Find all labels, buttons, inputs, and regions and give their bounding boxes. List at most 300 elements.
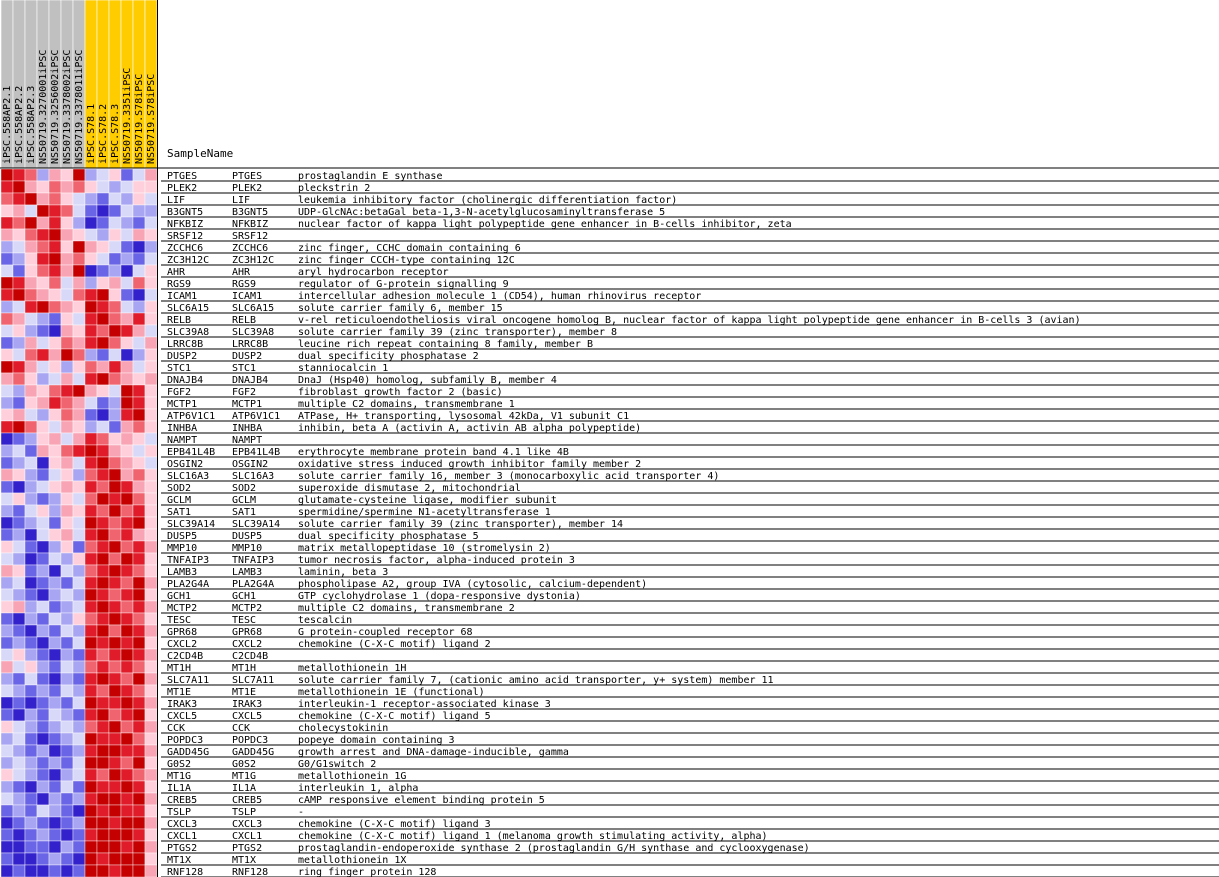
gene-description-label: prostaglandin E synthase [298, 171, 443, 182]
heatmap-cell [133, 721, 145, 733]
heatmap-cell [61, 541, 73, 553]
heatmap-cell [25, 181, 37, 193]
heatmap-cell [1, 529, 13, 541]
heatmap-cell [133, 745, 145, 757]
heatmap-cell [109, 493, 121, 505]
heatmap-cell [25, 865, 37, 877]
heatmap-cell [97, 529, 109, 541]
gene-description-label: tescalcin [298, 615, 353, 626]
heatmap-cell [121, 685, 133, 697]
heatmap-cell [61, 385, 73, 397]
heatmap-cell [85, 229, 97, 241]
gene-symbol-label: PLEK2 [232, 183, 263, 194]
heatmap-cell [145, 265, 157, 277]
heatmap-cell [85, 457, 97, 469]
heatmap-cell [121, 301, 133, 313]
gene-id-label: LRRC8B [167, 339, 204, 350]
gene-id-label: DUSP5 [167, 531, 198, 542]
heatmap-cell [1, 757, 13, 769]
gene-symbol-label: GCH1 [232, 591, 257, 602]
gene-id-label: OSGIN2 [167, 459, 204, 470]
heatmap-cell [97, 517, 109, 529]
heatmap-cell [121, 865, 133, 877]
gene-id-label: TESC [167, 615, 192, 626]
gene-id-label: GCLM [167, 495, 192, 506]
heatmap-cell [37, 793, 49, 805]
heatmap-cell [145, 505, 157, 517]
heatmap-cell [109, 529, 121, 541]
heatmap-cell [109, 853, 121, 865]
heatmap-cell [145, 325, 157, 337]
heatmap-cell [1, 217, 13, 229]
heatmap-cell [49, 709, 61, 721]
gene-symbol-label: MT1X [232, 855, 257, 866]
heatmap-cell [85, 745, 97, 757]
gene-id-label: SLC39A8 [167, 327, 210, 338]
heatmap-cell [145, 709, 157, 721]
gene-symbol-label: OSGIN2 [232, 459, 269, 470]
heatmap-cell [49, 241, 61, 253]
heatmap-cell [97, 301, 109, 313]
heatmap-cell [85, 553, 97, 565]
heatmap-cell [133, 445, 145, 457]
heatmap-cell [13, 205, 25, 217]
heatmap-cell [85, 841, 97, 853]
gene-id-label: GCH1 [167, 591, 192, 602]
heatmap-cell [133, 253, 145, 265]
heatmap-cell [25, 793, 37, 805]
heatmap-cell [49, 493, 61, 505]
heatmap-cell [37, 685, 49, 697]
heatmap-cell [37, 673, 49, 685]
heatmap-cell [121, 277, 133, 289]
heatmap-cell [25, 505, 37, 517]
heatmap-cell [61, 433, 73, 445]
heatmap-cell [145, 445, 157, 457]
heatmap-cell [37, 529, 49, 541]
heatmap-cell [85, 721, 97, 733]
gene-description-label: fibroblast growth factor 2 (basic) [298, 387, 503, 398]
heatmap-cell [13, 409, 25, 421]
sample-name-label: iPSC.558AP2.2 [14, 85, 25, 164]
heatmap-cell [61, 721, 73, 733]
gene-symbol-label: GPR68 [232, 627, 263, 638]
gene-description-label: aryl hydrocarbon receptor [298, 267, 449, 278]
heatmap-cell [25, 769, 37, 781]
heatmap-cell [1, 589, 13, 601]
heatmap-cell [25, 709, 37, 721]
heatmap-cell [97, 229, 109, 241]
heatmap-cell [1, 193, 13, 205]
heatmap-cell [85, 529, 97, 541]
heatmap-cell [25, 565, 37, 577]
heatmap-cell [13, 781, 25, 793]
heatmap-cell [73, 373, 85, 385]
heatmap-cell [97, 433, 109, 445]
heatmap-cell [73, 241, 85, 253]
heatmap-cell [73, 361, 85, 373]
heatmap-cell [85, 349, 97, 361]
gene-description-label: nuclear factor of kappa light polypeptide gene enhancer in B-cells inhibitor, zeta [298, 219, 792, 230]
gene-description-label: erythrocyte membrane protein band 4.1 like 4B [298, 447, 569, 458]
heatmap-cell [25, 385, 37, 397]
heatmap-cell [1, 325, 13, 337]
heatmap-cell [73, 781, 85, 793]
heatmap-cell [13, 193, 25, 205]
heatmap-cell [61, 565, 73, 577]
heatmap-cell [37, 745, 49, 757]
heatmap-cell [61, 769, 73, 781]
gene-description-label: superoxide dismutase 2, mitochondrial [298, 483, 521, 494]
gene-symbol-label: PLA2G4A [232, 579, 275, 590]
heatmap-cell [61, 253, 73, 265]
heatmap-cell [1, 385, 13, 397]
heatmap-cell [49, 721, 61, 733]
heatmap-cell [49, 445, 61, 457]
heatmap-cell [61, 673, 73, 685]
heatmap-cell [37, 385, 49, 397]
gene-description-label: intercellular adhesion molecule 1 (CD54), human rhinovirus receptor [298, 291, 702, 302]
heatmap-cell [133, 769, 145, 781]
heatmap-cell [145, 373, 157, 385]
heatmap-cell [133, 277, 145, 289]
heatmap-cell [1, 505, 13, 517]
gene-symbol-label: ICAM1 [232, 291, 263, 302]
heatmap-cell [109, 817, 121, 829]
heatmap-cell [97, 589, 109, 601]
heatmap-cell [49, 169, 61, 181]
heatmap-cell [25, 601, 37, 613]
heatmap-cell [145, 589, 157, 601]
heatmap-cell [37, 829, 49, 841]
heatmap-cell [25, 205, 37, 217]
gene-description-label: DnaJ (Hsp40) homolog, subfamily B, member 4 [298, 375, 557, 386]
heatmap-cell [121, 529, 133, 541]
heatmap-cell [37, 709, 49, 721]
heatmap-cell [145, 745, 157, 757]
gene-symbol-label: SOD2 [232, 483, 257, 494]
heatmap-cell [13, 337, 25, 349]
heatmap-cell [133, 457, 145, 469]
heatmap-cell [37, 733, 49, 745]
gene-description-label: popeye domain containing 3 [298, 735, 455, 746]
heatmap-cell [49, 181, 61, 193]
heatmap-cell [25, 661, 37, 673]
heatmap-cell [85, 505, 97, 517]
heatmap-cell [121, 253, 133, 265]
heatmap-cell [37, 289, 49, 301]
gene-id-label: RGS9 [167, 279, 192, 290]
heatmap-cell [97, 361, 109, 373]
heatmap-cell [121, 505, 133, 517]
heatmap-cell [145, 817, 157, 829]
heatmap-cell [145, 481, 157, 493]
heatmap-cell [73, 397, 85, 409]
heatmap-cell [121, 469, 133, 481]
heatmap-cell [97, 241, 109, 253]
heatmap-cell [121, 589, 133, 601]
heatmap-cell [49, 229, 61, 241]
heatmap-cell [13, 217, 25, 229]
heatmap-cell [73, 517, 85, 529]
gene-description-label: ring finger protein 128 [298, 867, 437, 877]
heatmap-cell [145, 529, 157, 541]
gene-id-label: MMP10 [167, 543, 198, 554]
gene-id-label: LAMB3 [167, 567, 198, 578]
heatmap-cell [13, 829, 25, 841]
heatmap-cell [121, 577, 133, 589]
heatmap-cell [37, 349, 49, 361]
heatmap-cell [1, 313, 13, 325]
heatmap-cell [61, 685, 73, 697]
gene-id-label: STC1 [167, 363, 192, 374]
heatmap-cell [85, 781, 97, 793]
gene-description-label: spermidine/spermine N1-acetyltransferase 1 [298, 507, 551, 518]
heatmap-cell [97, 445, 109, 457]
gene-description-label: v-rel reticuloendotheliosis viral oncogene homolog B, nuclear factor of kappa light polypeptide gene enhancer in B-cells 3 (avian) [298, 315, 1081, 326]
gene-symbol-label: SAT1 [232, 507, 257, 518]
heatmap-cell [145, 673, 157, 685]
heatmap-cell [109, 601, 121, 613]
heatmap-cell [25, 445, 37, 457]
heatmap-cell [73, 469, 85, 481]
heatmap-cell [133, 361, 145, 373]
heatmap-cell [145, 337, 157, 349]
heatmap-cell [109, 169, 121, 181]
heatmap-cell [109, 769, 121, 781]
heatmap-cell [133, 781, 145, 793]
gene-symbol-label: RGS9 [232, 279, 257, 290]
heatmap-cell [97, 649, 109, 661]
heatmap-cell [49, 469, 61, 481]
heatmap-cell [109, 697, 121, 709]
gene-id-label: G0S2 [167, 759, 192, 770]
heatmap-cell [13, 397, 25, 409]
heatmap-cell [85, 301, 97, 313]
heatmap-cell [49, 505, 61, 517]
gene-description-label: solute carrier family 6, member 15 [298, 303, 503, 314]
heatmap-cell [13, 757, 25, 769]
heatmap-cell [49, 601, 61, 613]
heatmap-cell [133, 169, 145, 181]
heatmap-cell [73, 661, 85, 673]
heatmap-cell [25, 589, 37, 601]
gene-description-label: interleukin 1, alpha [298, 783, 419, 794]
heatmap-cell [97, 313, 109, 325]
heatmap-cell [145, 577, 157, 589]
heatmap-cell [37, 409, 49, 421]
heatmap-cell [25, 637, 37, 649]
heatmap-cell [97, 613, 109, 625]
heatmap-cell [145, 349, 157, 361]
heatmap-cell [97, 673, 109, 685]
heatmap-cell [109, 385, 121, 397]
heatmap-cell [61, 457, 73, 469]
sample-name-label: NS50719.3378011iPSC [74, 49, 85, 164]
heatmap-cell [85, 217, 97, 229]
gene-description-label: oxidative stress induced growth inhibitor family member 2 [298, 459, 642, 470]
gene-description-label: regulator of G-protein signalling 9 [298, 279, 509, 290]
heatmap-cell [73, 637, 85, 649]
heatmap-cell [73, 277, 85, 289]
heatmap-cell [133, 793, 145, 805]
heatmap-cell [1, 805, 13, 817]
heatmap-cell [13, 553, 25, 565]
gene-description-label: chemokine (C-X-C motif) ligand 5 [298, 711, 491, 722]
heatmap-cell [37, 193, 49, 205]
heatmap-cell [109, 361, 121, 373]
heatmap-cell [85, 385, 97, 397]
heatmap-cell [109, 721, 121, 733]
heatmap-cell [13, 181, 25, 193]
heatmap-cell [37, 817, 49, 829]
heatmap-cell [73, 385, 85, 397]
heatmap-cell [25, 733, 37, 745]
gene-id-label: RELB [167, 315, 192, 326]
heatmap-cell [1, 661, 13, 673]
heatmap-cell [133, 229, 145, 241]
heatmap-cell [121, 205, 133, 217]
heatmap-cell [97, 265, 109, 277]
heatmap-cell [61, 277, 73, 289]
heatmap-cell [1, 649, 13, 661]
heatmap-cell [25, 421, 37, 433]
heatmap-cell [13, 289, 25, 301]
heatmap-cell [73, 553, 85, 565]
heatmap-cell [145, 181, 157, 193]
heatmap-cell [13, 253, 25, 265]
heatmap-cell [13, 529, 25, 541]
heatmap-cell [85, 829, 97, 841]
heatmap-cell [61, 733, 73, 745]
heatmap-cell [1, 577, 13, 589]
gene-description-label: GTP cyclohydrolase 1 (dopa-responsive dystonia) [298, 591, 581, 602]
gene-id-label: ATP6V1C1 [167, 411, 216, 422]
heatmap-cell [61, 193, 73, 205]
heatmap-cell [121, 481, 133, 493]
gene-id-label: TNFAIP3 [167, 555, 210, 566]
heatmap-cell [73, 481, 85, 493]
gene-symbol-label: ZCCHC6 [232, 243, 269, 254]
heatmap-cell [13, 301, 25, 313]
gene-id-label: FGF2 [167, 387, 192, 398]
heatmap-cell [109, 373, 121, 385]
heatmap-cell [13, 649, 25, 661]
heatmap-cell [121, 721, 133, 733]
gene-symbol-label: MMP10 [232, 543, 263, 554]
gene-description-label: zinc finger CCCH-type containing 12C [298, 255, 515, 266]
heatmap-cell [61, 445, 73, 457]
heatmap-cell [73, 793, 85, 805]
heatmap-cell [49, 325, 61, 337]
heatmap-cell [13, 709, 25, 721]
gene-symbol-label: SLC39A14 [232, 519, 281, 530]
heatmap-cell [73, 841, 85, 853]
heatmap-cell [121, 697, 133, 709]
gene-description-label: prostaglandin-endoperoxide synthase 2 (prostaglandin G/H synthase and cyclooxygenase) [298, 843, 810, 854]
heatmap-cell [121, 553, 133, 565]
heatmap-cell [1, 745, 13, 757]
heatmap-cell [97, 481, 109, 493]
heatmap-cell [97, 721, 109, 733]
heatmap-cell [97, 805, 109, 817]
heatmap-cell [13, 541, 25, 553]
gene-id-label: RNF128 [167, 867, 204, 877]
heatmap-cell [25, 373, 37, 385]
heatmap-cell [13, 385, 25, 397]
heatmap-cell [85, 493, 97, 505]
heatmap-cell [133, 829, 145, 841]
heatmap-cell [25, 361, 37, 373]
heatmap-cell [121, 805, 133, 817]
heatmap-cell [109, 337, 121, 349]
gene-symbol-label: LAMB3 [232, 567, 263, 578]
heatmap-cell [145, 433, 157, 445]
heatmap-cell [85, 361, 97, 373]
heatmap-cell [121, 313, 133, 325]
sample-name-label: NS50719.S78iPSC [146, 73, 157, 164]
heatmap-cell [49, 193, 61, 205]
gene-symbol-label: FGF2 [232, 387, 257, 398]
gene-description-label: leukemia inhibitory factor (cholinergic differentiation factor) [298, 195, 678, 206]
heatmap-cell [85, 661, 97, 673]
heatmap-cell [37, 565, 49, 577]
heatmap-cell [133, 301, 145, 313]
heatmap-cell [61, 529, 73, 541]
gene-symbol-label: MT1H [232, 663, 257, 674]
heatmap-cell [133, 637, 145, 649]
heatmap-cell [13, 361, 25, 373]
heatmap-cell [37, 553, 49, 565]
heatmap-cell [85, 673, 97, 685]
heatmap-cell [1, 553, 13, 565]
heatmap-cell [97, 181, 109, 193]
heatmap-cell [109, 397, 121, 409]
heatmap-cell [121, 781, 133, 793]
heatmap-cell [145, 757, 157, 769]
heatmap-cell [73, 409, 85, 421]
heatmap-cell [1, 637, 13, 649]
heatmap-cell [37, 325, 49, 337]
heatmap-cell [73, 445, 85, 457]
heatmap-cell [25, 277, 37, 289]
heatmap-cell [1, 373, 13, 385]
heatmap-cell [13, 421, 25, 433]
gene-symbol-label: CXCL5 [232, 711, 263, 722]
heatmap-cell [133, 289, 145, 301]
heatmap-cell [85, 421, 97, 433]
gene-symbol-label: TNFAIP3 [232, 555, 275, 566]
heatmap-cell [133, 589, 145, 601]
heatmap-cell [61, 469, 73, 481]
heatmap-cell [73, 589, 85, 601]
gene-id-label: LIF [167, 195, 186, 206]
heatmap-cell [133, 577, 145, 589]
heatmap-cell [85, 709, 97, 721]
heatmap-cell [1, 601, 13, 613]
heatmap-cell [49, 541, 61, 553]
heatmap-cell [37, 433, 49, 445]
heatmap-cell [37, 181, 49, 193]
heatmap-cell [121, 409, 133, 421]
heatmap-cell [13, 673, 25, 685]
heatmap-cell [121, 709, 133, 721]
heatmap-cell [37, 265, 49, 277]
heatmap-cell [25, 673, 37, 685]
heatmap-cell [73, 325, 85, 337]
gene-symbol-label: CREB5 [232, 795, 263, 806]
heatmap-cell [61, 241, 73, 253]
